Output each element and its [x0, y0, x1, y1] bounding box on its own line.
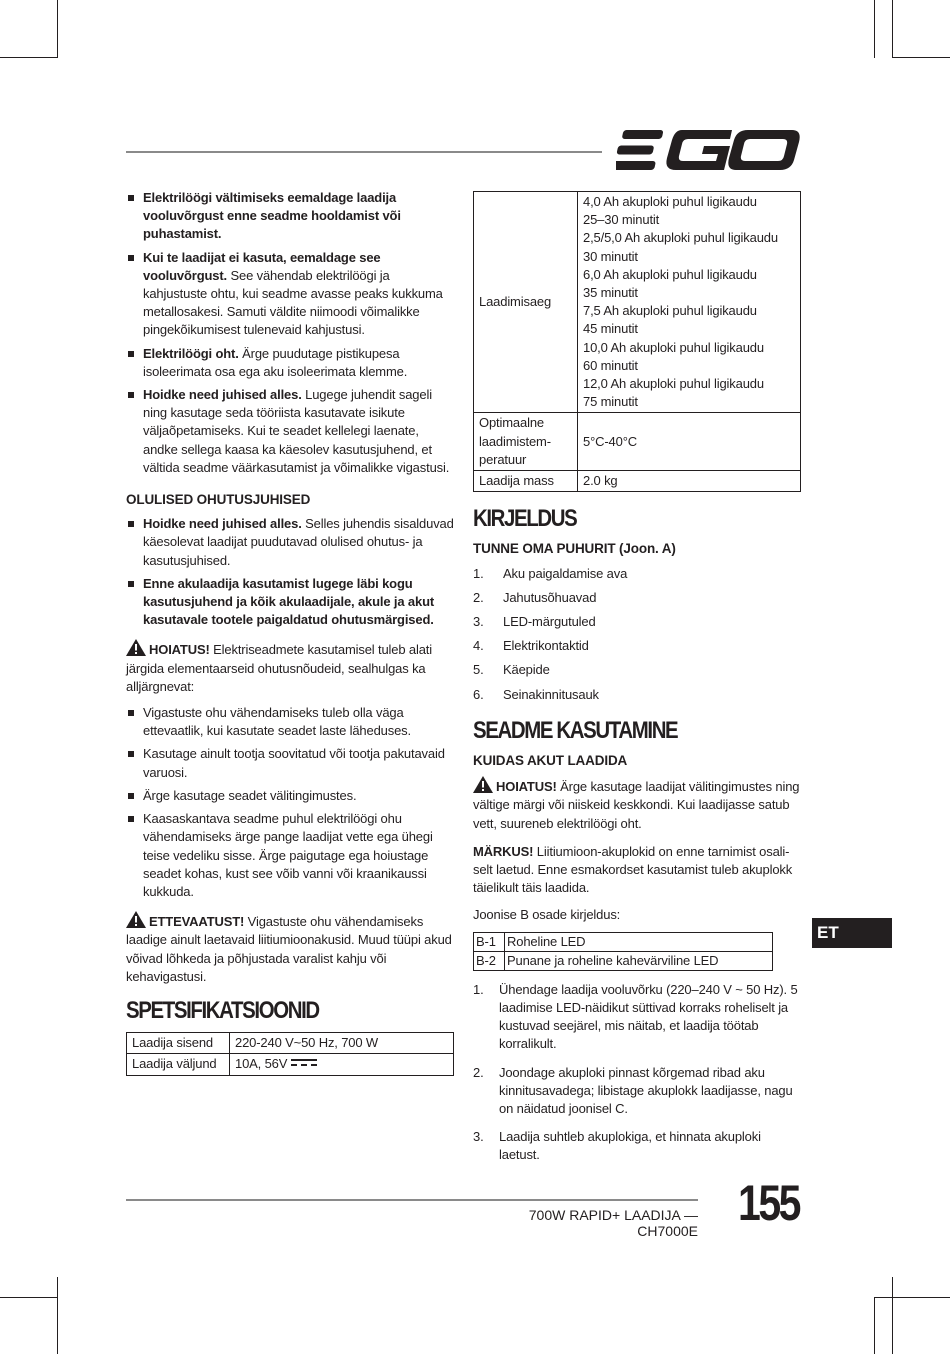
- charge-time-line: 2,5/5,0 Ah akuploki puhul ligikaudu: [583, 230, 778, 246]
- warning-paragraph: HOIATUS! Elektriseadmete kasutamisel tuleb alati järgida elementaarseid ohutusnõudeid, sealhulgas ka alljärgnevat:: [126, 639, 456, 696]
- figure-b-table: [473, 932, 773, 971]
- warning-triangle-icon: [126, 911, 146, 928]
- table-cell: 220-240 V~50 Hz, 700 W: [230, 1033, 454, 1054]
- table-cell: Punane ja roheline kahevärviline LED: [505, 951, 773, 970]
- crop-mark: [892, 1277, 893, 1354]
- charge-time-line: 6,0 Ah akuploki puhul ligikaudu: [583, 266, 757, 282]
- table-row: [474, 192, 801, 413]
- crop-mark: [0, 1297, 58, 1298]
- know-heading: TUNNE OMA PUHURIT (Joon. A): [473, 541, 676, 557]
- crop-mark: [874, 1297, 950, 1298]
- safety-heading: OLULISED OHUTUSJUHISED: [126, 492, 311, 508]
- crop-mark: [892, 0, 893, 58]
- crop-mark: [57, 0, 58, 58]
- list-item: 1. Aku paigaldamise ava: [473, 565, 628, 581]
- caution-paragraph: ETTEVAATUST! Vigastuste ohu vähendamiseks laadige ainult laetavaid liitiumioonakusid. Muud tüüpi akud võivad lõhkeda ja põhjustada varalist kahju või kehavigastusi.: [126, 911, 456, 986]
- warning-bullet-list: [126, 704, 456, 901]
- ego-logo: [616, 128, 800, 172]
- charge-time-line: 30 minutit: [583, 248, 638, 264]
- table-row: [474, 471, 801, 492]
- specs-heading: SPETSIFIKATSIOONID: [126, 996, 319, 1024]
- list-item: Kui te laadijat ei kasuta, eemaldage see vooluvõrgust. See vähendab elektrilöögi ja kahjustuste ohtu, kui seadme avasse peaks kukkuma metallosakesi. Samuti väldite niimoodi võimalikke pingekõikumisest tulenevaid kahjustusi.: [126, 249, 456, 340]
- specs-table: [126, 1032, 454, 1075]
- warning-triangle-icon: [126, 639, 146, 656]
- footer-rule: [126, 1199, 698, 1201]
- charge-time-line: 35 minutit: [583, 285, 638, 301]
- crop-mark: [874, 1297, 875, 1354]
- charge-time-line: 45 minutit: [583, 321, 638, 337]
- list-item: Elektrilöögi vältimiseks eemaldage laadija vooluvõrgust enne seadme hooldamist või puhastamist.: [126, 189, 456, 244]
- table-cell: [578, 192, 801, 413]
- list-item: 2. Jahutusõhuavad: [473, 589, 597, 605]
- table-row: [127, 1033, 454, 1054]
- table-cell: Laadija mass: [474, 471, 578, 492]
- list-item: 2. Joondage akuploki pinnast kõrgemad ribad aku kinnitusavadega; libistage akuplokk laadijasse, nagu on näidatud joonisel C.: [473, 1064, 793, 1116]
- table-cell: Optimaalne laadimistem-peratuur: [474, 413, 578, 471]
- charge-time-line: 7,5 Ah akuploki puhul ligikaudu: [583, 303, 757, 319]
- charge-time-line: 25–30 minutit: [583, 212, 660, 228]
- table-row: [127, 1054, 454, 1075]
- language-tab: ET: [812, 918, 892, 948]
- crop-mark: [0, 57, 58, 58]
- table-cell: Laadija väljund: [127, 1054, 230, 1075]
- list-item: 1. Ühendage laadija vooluvõrku (220–240 V ~ 50 Hz). 5 laadimise LED-näidikut süttivad korraks roheliselt ja kustuvad seejärel, mis näitab, et laadija töötab korralikult.: [473, 981, 798, 1052]
- crop-mark: [874, 0, 875, 58]
- list-item: Vigastuste ohu vähendamiseks tuleb olla väga ettevaatlik, kui kasutate seadet laste läheduses.: [126, 704, 456, 740]
- table-cell: 5°C-40°C: [578, 413, 801, 471]
- list-item: 3. Laadija suhtleb akuplokiga, et hinnata akuploki laetust.: [473, 1129, 761, 1163]
- list-item: Hoidke need juhised alles. Selles juhendis sisalduvad käesolevat laadijat puudutavad olulised ohutus- ja kasutusjuhised.: [126, 515, 456, 570]
- left-column: [126, 189, 456, 1076]
- charge-heading: KUIDAS AKUT LAADIDA: [473, 753, 628, 769]
- warning-triangle-icon: [473, 776, 493, 793]
- list-item: 4. Elektrikontaktid: [473, 638, 589, 654]
- charging-table: [473, 191, 801, 492]
- list-item: Kasutage ainult tootja soovitatud või tootja pakutavaid varuosi.: [126, 745, 456, 781]
- table-cell: Laadija sisend: [127, 1033, 230, 1054]
- table-cell: B-1: [474, 932, 505, 951]
- safety-bullet-list: [126, 515, 456, 629]
- table-cell: 2.0 kg: [578, 471, 801, 492]
- list-item: 3. LED-märgutuled: [473, 614, 596, 630]
- top-bullet-list: [126, 189, 456, 477]
- page-number: 155: [738, 1175, 800, 1231]
- table-cell: Laadimisaeg: [474, 192, 578, 413]
- table-row: [474, 413, 801, 471]
- footer-title: 700W RAPID+ LAADIJA — CH7000E: [528, 1207, 698, 1239]
- usage-heading: SEADME KASUTAMINE: [473, 716, 678, 744]
- list-item: Enne akulaadija kasutamist lugege läbi kogu kasutusjuhend ja kõik akulaadijale, akule ja akut kasutavale tootele paigaldatud ohutusmärgised.: [126, 575, 456, 630]
- note-paragraph: MÄRKUS! Liitiumioon-akuplokid on enne tarnimist osali-selt laetud. Enne esmakordset kasutamist tuleb akuplokk täielikult täis laadida.: [473, 843, 793, 896]
- parts-list: [473, 565, 803, 704]
- list-item: 6. Seinakinnitusauk: [473, 686, 599, 702]
- charge-time-line: 75 minutit: [583, 394, 638, 410]
- right-column: [473, 189, 803, 1175]
- steps-list: [473, 981, 803, 1165]
- list-item: 5. Käepide: [473, 662, 550, 678]
- table-cell: Roheline LED: [505, 932, 773, 951]
- list-item: Ärge kasutage seadet välitingimustes.: [126, 787, 456, 805]
- table-cell: 10A, 56V: [230, 1054, 454, 1075]
- figure-b-caption: Joonise B osade kirjeldus:: [473, 906, 621, 922]
- table-cell: B-2: [474, 951, 505, 970]
- list-item: Hoidke need juhised alles. Lugege juhendit sageli ning kasutage seda tööriista kasutavate isikute väljaõpetamiseks. Kui te seadet kellelegi laenate, andke sellega kaasa ka käesolev kasutusjuhend, et vältida seadme väärkasutamist ja võimalikke vigastusi.: [126, 386, 456, 477]
- header-rule: [126, 151, 602, 153]
- charge-time-line: 4,0 Ah akuploki puhul ligikaudu: [583, 194, 757, 209]
- dc-symbol-icon: [291, 1058, 317, 1068]
- table-row: [474, 951, 773, 970]
- list-item: Elektrilöögi oht. Ärge puudutage pistikupesa isoleerimata osa ega aku isoleerimata klemme.: [126, 345, 456, 381]
- charge-time-line: 60 minutit: [583, 357, 638, 373]
- warning-paragraph: HOIATUS! Ärge kasutage laadijat välitingimustes ning vältige märgi või niiskeid keskkondi. Kui laadijasse satub vett, suureneb elektrilöögi oht.: [473, 776, 803, 833]
- list-item: Kaasaskantava seadme puhul elektrilöögi ohu vähendamiseks ärge pange laadijat vette ega ühegi teise vedeliku sisse. Ärge paigutage ega hoiustage seadet kohas, kust see võib vanni või kraanikaussi kukkuda.: [126, 810, 456, 901]
- charge-time-line: 10,0 Ah akuploki puhul ligikaudu: [583, 339, 764, 355]
- crop-mark: [892, 57, 950, 58]
- description-heading: KIRJELDUS: [473, 505, 577, 533]
- charge-time-line: 12,0 Ah akuploki puhul ligikaudu: [583, 376, 764, 392]
- crop-mark: [57, 1277, 58, 1354]
- table-row: [474, 932, 773, 951]
